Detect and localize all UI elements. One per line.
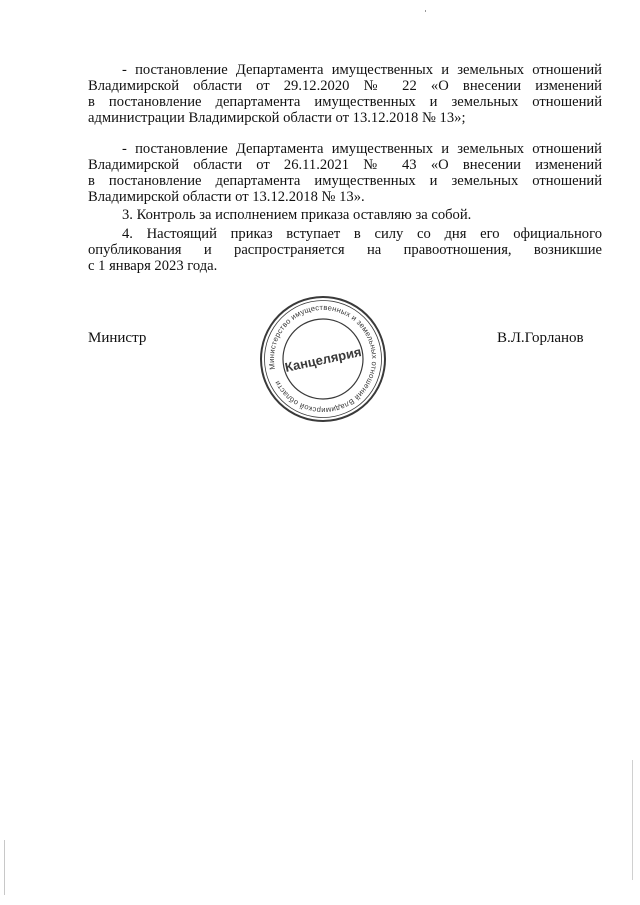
paragraph-2-line: Владимирской области от 13.12.2018 № 13». (88, 189, 365, 205)
paragraph-2-line: в постановление департамента имущественных и земельных отношений (88, 173, 602, 189)
paragraph-3-line: 3. Контроль за исполнением приказа оставляю за собой. (122, 207, 472, 223)
signature-title: Министр (88, 330, 147, 346)
paragraph-4 (88, 226, 602, 274)
paragraph-1-line: в постановление департамента имущественных и земельных отношений (88, 94, 602, 110)
paragraph-1 (88, 62, 602, 126)
office-stamp (258, 294, 388, 424)
scan-edge-line (632, 760, 633, 880)
paragraph-1-line: Владимирской области от 29.12.2020 № 22 «О внесении изменений (88, 78, 602, 94)
paragraph-4-line: с 1 января 2023 года. (88, 258, 218, 274)
paragraph-2-line: - постановление Департамента имущественных и земельных отношений (122, 141, 602, 157)
scan-edge-line (4, 840, 5, 895)
paragraph-2 (88, 141, 602, 205)
paragraph-1-line: - постановление Департамента имущественных и земельных отношений (122, 62, 602, 78)
paragraph-1-line: администрации Владимирской области от 13.12.2018 № 13»; (88, 110, 466, 126)
stamp-center-text: Канцелярия (283, 344, 363, 375)
paragraph-4-line: 4. Настоящий приказ вступает в силу со дня его официального (122, 226, 602, 242)
signature-name: В.Л.Горланов (497, 330, 584, 346)
paragraph-3 (88, 207, 602, 223)
paragraph-4-line: опубликования и распространяется на правоотношения, возникшие (88, 242, 602, 258)
scan-speck (425, 10, 426, 12)
stamp-ring-text: Министерство имущественных и земельных отношений Владимирской области (266, 302, 380, 416)
paragraph-2-line: Владимирской области от 26.11.2021 № 43 «О внесении изменений (88, 157, 602, 173)
